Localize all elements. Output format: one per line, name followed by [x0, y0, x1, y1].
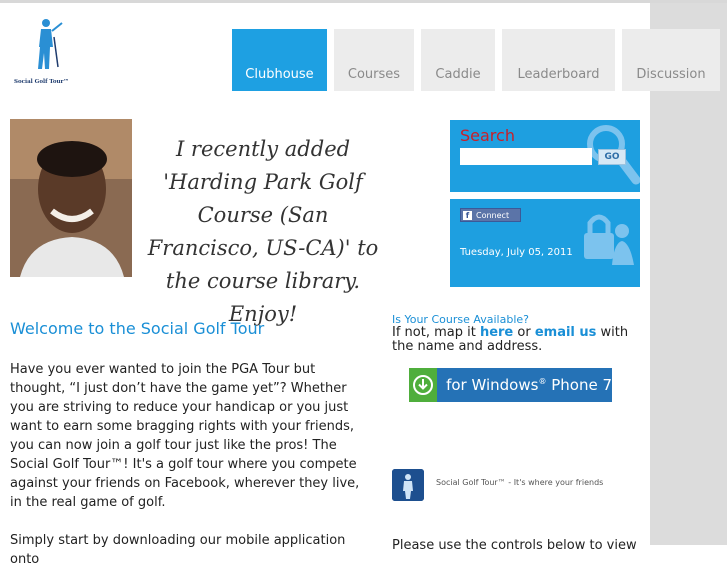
welcome-heading: Welcome to the Social Golf Tour [10, 319, 265, 338]
windows-phone-label [446, 376, 612, 394]
search-title: Search [460, 126, 515, 145]
app-icon [392, 469, 424, 501]
lock-icon [576, 207, 636, 271]
search-input[interactable] [460, 148, 592, 165]
tab-label: Courses [347, 67, 401, 82]
golfer-logo-icon [28, 17, 68, 75]
download-icon [409, 368, 437, 402]
wp-label-sup: ® [538, 377, 547, 386]
tab-label: Discussion [636, 67, 706, 82]
email-us-link[interactable]: email us [534, 325, 597, 340]
tab-label: Caddie [435, 67, 481, 82]
app-promo-text: Social Golf Tour™ - It's where your friends [436, 478, 604, 487]
course-availability-text [392, 326, 642, 354]
availability-or: or [513, 325, 535, 340]
course-availability-title: Is Your Course Available? [392, 313, 529, 326]
connect-panel [450, 199, 640, 287]
wp-label-start: for Windows [446, 376, 539, 394]
tab-leaderboard[interactable] [502, 29, 615, 91]
wp-label-end: Phone 7 [546, 376, 612, 394]
availability-prefix: If not, map it [392, 325, 480, 340]
facebook-connect-button[interactable] [460, 208, 521, 222]
intro-paragraph: Have you ever wanted to join the PGA Tour but thought, “I just don’t have the game yet”? Whether you are striving to reduce your handicap or you just want to earn some bragging rights with your friends, you can now join a golf tour just like the pros! The Social Golf Tour™! It's a golf tour where you compete against your friends on Facebook, wherever they live, in the real game of golf. [10, 362, 360, 510]
site-logo[interactable] [14, 17, 84, 91]
tab-courses[interactable] [334, 29, 414, 91]
latest-activity-quote: I recently added 'Harding Park Golf Course (San Francisco, US-CA)' to the course library. Enjoy! [147, 137, 379, 326]
map-here-link[interactable]: here [479, 325, 514, 340]
app-promo-item[interactable] [392, 469, 642, 501]
search-panel [450, 120, 640, 192]
search-go-button[interactable]: GO [598, 149, 626, 165]
tab-label: Leaderboard [517, 67, 600, 82]
tab-label: Clubhouse [245, 67, 314, 82]
logo-text: Social Golf Tour™ [14, 79, 69, 85]
tab-caddie[interactable] [421, 29, 495, 91]
connect-label: Connect [476, 210, 510, 220]
controls-instructions: Please use the controls below to view [392, 538, 637, 553]
availability-suffix: with the name and address. [392, 325, 629, 354]
current-date: Tuesday, July 05, 2011 [460, 247, 573, 258]
windows-phone-download-button[interactable] [409, 368, 612, 402]
intro-paragraph-2: Simply start by downloading our mobile application onto [10, 533, 346, 567]
tab-discussion[interactable] [622, 29, 720, 91]
page [0, 3, 706, 567]
tab-clubhouse[interactable] [232, 29, 327, 91]
facebook-icon: f [463, 211, 472, 220]
member-photo [10, 119, 132, 277]
